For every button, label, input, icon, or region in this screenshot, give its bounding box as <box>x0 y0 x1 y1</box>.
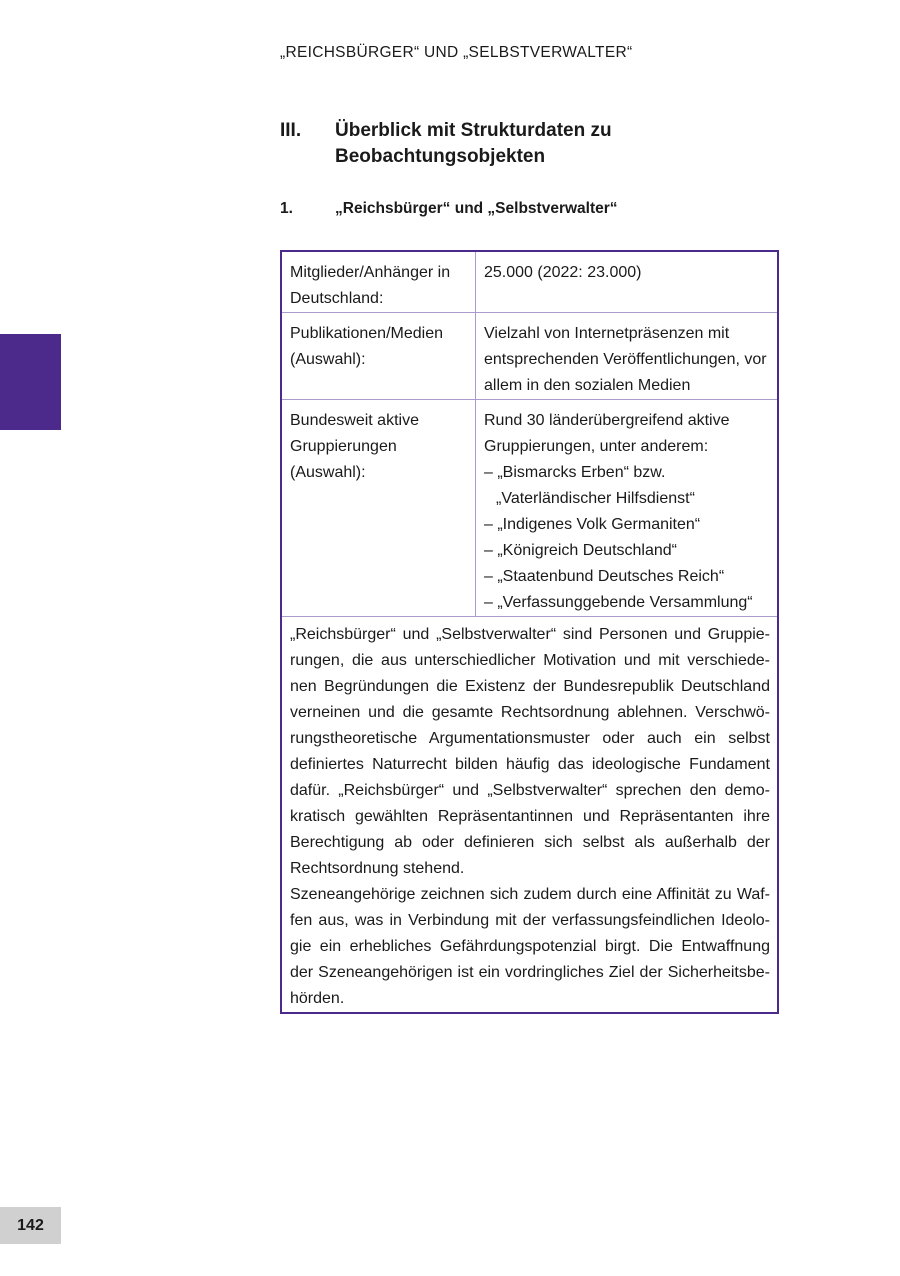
divider <box>475 313 476 399</box>
list-item: – „Indigenes Volk Germaniten“ <box>484 516 701 533</box>
running-header: „REICHSBÜRGER“ UND „SELBSTVERWALTER“ <box>280 44 633 61</box>
row-label: Publikationen/Medien (Auswahl): <box>290 325 443 368</box>
text-line: „Reichsbürger“ und „Selbstverwalter“ sind Personen und Gruppie- <box>290 626 770 643</box>
text-line: gie ein erhebliches Gefährdungspotenzial birgt. Die Entwaffnung <box>290 938 770 955</box>
text-line: rungstheoretische Argumentationsmuster oder auch ein selbst <box>290 730 770 747</box>
divider <box>475 400 476 616</box>
text-line: dafür. „Reichsbürger“ und „Selbstverwalter“ sprechen den demo- <box>290 782 770 799</box>
text-line: definiertes Naturrecht bilden häufig das ideologische Fundament <box>290 756 770 773</box>
subsection-title: „Reichsbürger“ und „Selbstverwalter“ <box>335 200 618 217</box>
list-item: – „Königreich Deutschland“ <box>484 542 677 559</box>
text-line: rungen, die aus unterschiedlicher Motivation und mit verschiede- <box>290 652 770 669</box>
list-item: – „Staatenbund Deutsches Reich“ <box>484 568 725 585</box>
divider <box>475 252 476 312</box>
table-row <box>282 400 777 617</box>
text-line: kratisch gewählten Repräsentantinnen und Repräsentanten ihre <box>290 808 770 825</box>
page-number: 142 <box>0 1207 61 1244</box>
row-value: Vielzahl von Internetpräsenzen mit entsprechenden Veröffentlichungen, vor allem in den sozialen Medien <box>484 325 767 394</box>
text-line: Berechtigung ab oder definieren sich selbst als außerhalb der <box>290 834 770 851</box>
row-label: Mitglieder/Anhänger in Deutschland: <box>290 264 451 307</box>
structure-data-table <box>280 250 779 1014</box>
list-item: – „Verfassunggebende Versammlung“ <box>484 594 753 611</box>
row-intro: Rund 30 länderübergreifend aktive Gruppierungen, unter anderem: <box>484 412 730 455</box>
subsection-heading <box>280 200 618 218</box>
text-line: der Szeneangehörigen ist ein vordringliches Ziel der Sicherheitsbe- <box>290 964 770 981</box>
table-row <box>282 313 777 400</box>
text-line: Szeneangehörige zeichnen sich zudem durch eine Affinität zu Waf- <box>290 886 770 903</box>
text-line: nen Begründungen die Existenz der Bundesrepublik Deutschland <box>290 678 770 695</box>
row-value <box>484 408 769 616</box>
row-label: Bundesweit aktive Gruppierungen (Auswahl): <box>290 412 419 481</box>
text-line: Rechtsordnung stehend. <box>290 860 465 877</box>
chapter-marker <box>0 334 61 430</box>
section-title: Überblick mit Strukturdaten zu Beobachtungsobjekten <box>335 120 612 167</box>
section-number: III. <box>280 120 302 141</box>
text-line: verneinen und die gesamte Rechtsordnung ablehnen. Verschwö- <box>290 704 770 721</box>
row-value: 25.000 (2022: 23.000) <box>484 264 642 281</box>
subsection-number: 1. <box>280 200 293 217</box>
list-item: – „Bismarcks Erben“ bzw. „Vaterländischer Hilfsdienst“ <box>484 464 695 507</box>
text-line: fen aus, was in Verbindung mit der verfassungsfeindlichen Ideolo- <box>290 912 770 929</box>
text-line: hörden. <box>290 990 345 1007</box>
description-paragraph <box>290 622 770 1012</box>
table-row <box>282 252 777 313</box>
